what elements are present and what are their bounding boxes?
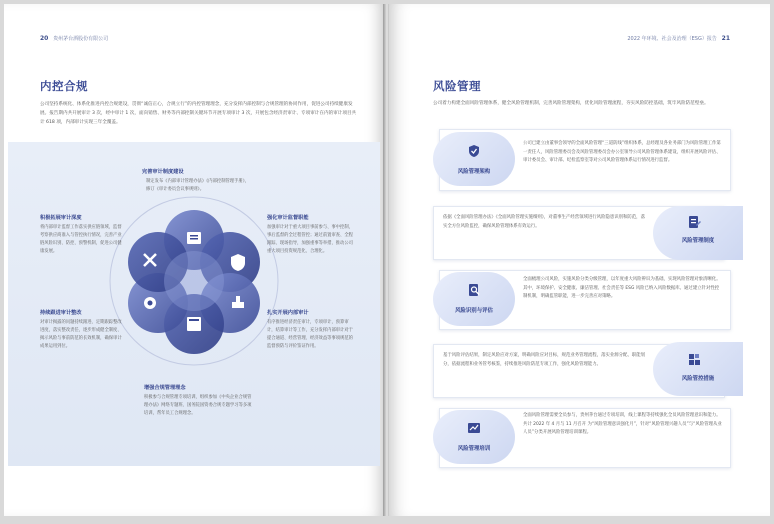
risk-item-pill xyxy=(653,342,743,396)
block-text: 有序推进经济责任审计，专项审计，预算审计，结算审计等工作，充分发挥内部审计对于提合通道、经营管理、经济效益等事项规范的监督预防与评价鉴证作用。 xyxy=(267,320,353,349)
block-title: 持续跟进审计整改 xyxy=(40,310,82,316)
block-text: 积极参与合规管理专项培训，组织参加《中央企业合规管理办法》网络专题班、国务院国资委合规专题学习等多项培训，帮年员工合规理念。 xyxy=(144,395,252,416)
right-intro-paragraph: 公司着力构建全面风险管理体系，健全风险管理机制，完善风险管理架构，优化风险管理流程，夯实风险防控基础，筑牢风险防范壁垒。 xyxy=(433,101,709,106)
block-text: 对审计揭露的问题持续跟进、定期跟踪整改进度，落实整改责任，逐步形成健全制度、揭示风险与事前防范的长效机制，确保审计成果运用到位。 xyxy=(40,320,122,349)
shield-check-icon xyxy=(467,144,481,158)
search-doc-icon xyxy=(467,283,481,297)
risk-item-label: 风险管理制度 xyxy=(681,238,715,244)
block-conduct-internal-audit xyxy=(267,309,355,351)
block-text: 制定发布《内部审计管理办法》《内部控制管理手册》，修订《审计委员会议事规则》。 xyxy=(146,179,250,192)
risk-item-pill xyxy=(433,132,515,186)
left-running-head xyxy=(40,35,108,42)
risk-item-label: 风险管理培训 xyxy=(457,446,491,452)
book-spread xyxy=(4,4,770,520)
block-title: 完善审计制度建设 xyxy=(142,169,184,175)
risk-item-label: 风险管理架构 xyxy=(457,169,491,175)
left-intro-paragraph: 公司坚持系统化、体系化推进内控合规建设，贯彻“诚信正心，合规立行”的内控管理理念，充分发挥内部控制与合规管理的协同作用，促进公司持续健康发展。报告期内共开展审计 3 次，经中审计 1 次，面向销售、财务等内部控制关键环节开展专项审计 3 次，开展包含经济责审计、专项审计在内的审计项目共计 618 项，内部审计实现三年全覆盖。 xyxy=(40,102,357,125)
block-title: 积极拓展审计深度 xyxy=(40,215,82,221)
block-compliance-concept xyxy=(144,384,254,418)
left-running-title: 贵州茅台酒股份有限公司 xyxy=(53,36,109,42)
left-section-title: 内控合规 xyxy=(40,79,88,93)
risk-item-label: 风险识别与评估 xyxy=(455,308,493,314)
block-text: 加强审计对于重大项目事前参与、事中控制，事后监督的全过程管控；通过前置审查、全程跟踪、现场指导，加强重事等举措，推动公司重大项目投资规范化、合理化。 xyxy=(267,225,353,254)
left-page-number: 20 xyxy=(40,35,49,42)
risk-item-text: 基于风险评估结果，制定风险应对方案，明确风险应对目标，规范业务管理流程，落实业源分配、职能划分，依据流程和业务管考核鉴，持续推进风险防范专项工作，强化风险管理能力。 xyxy=(443,353,645,367)
blocks-icon xyxy=(687,352,701,366)
risk-item-pill xyxy=(433,410,515,464)
block-improve-audit-system xyxy=(142,168,250,194)
risk-item-pill xyxy=(433,272,515,326)
risk-item-text: 公司已建立由董事会领导的全面风险管理“三道防线”组织体系，总经理及各业务部门为风险管理工作第一责任人，风险管理委员会及风险管理委员会办公室领导公司风险管理体系建设，组织开展风险评估、审计委员会、审计部、纪检监察室等对公司风险管理体系运行情况进行监督。 xyxy=(523,141,721,163)
audit-circle-cluster xyxy=(104,190,284,372)
block-expand-audit-depth xyxy=(40,214,124,256)
left-page xyxy=(4,4,385,516)
block-title: 增强合规管理理念 xyxy=(144,385,186,391)
right-page xyxy=(389,4,770,516)
right-running-title: 2022 年环境、社会及治理（ESG）报告 xyxy=(627,36,717,42)
chart-line-icon xyxy=(467,421,481,435)
risk-item-text: 全面梳理公司风险，实施风险分类分级管理，以年度重大风险辨识为基础，实现风险管理对象清晰化。其中，环境保护、安全健康、廉洁管理、社会责任等 ESG 风险已纳入风险数据库。通过建立针对性控制机制，明确监管职能，进一步完善应对策略。 xyxy=(523,277,721,299)
block-text: 将内部审计监督工作落实供应链领域，监督考察供应商准入与管控执行情况，完善产业链风险识别、防控、预警机制，促进公司健康发展。 xyxy=(40,225,122,254)
risk-item-text: 全面风险管理需要全员参与，贵州茅台通过专项培训，线上课程等持续强化全员风险管理意识和能力。共计 2022 年 4 月与 11 月召开 为“风险管理意识强化月”，针对“风险管理兴趣人员”与“风险管理从业人员”分类开展风险管理培训课程。 xyxy=(523,413,722,435)
risk-item-pill xyxy=(653,206,743,260)
block-title: 扎实开展内部审计 xyxy=(267,310,309,316)
right-section-title: 风险管理 xyxy=(433,79,481,93)
right-page-number: 21 xyxy=(721,35,730,42)
right-running-head xyxy=(627,35,730,42)
risk-item-label: 风险管控措施 xyxy=(681,376,715,382)
block-strengthen-audit-supervision xyxy=(267,214,355,256)
block-follow-up-rectification xyxy=(40,309,124,351)
risk-item-text: 依据《全面风险管理办法》《全面风险管理实施细则》，对董事生产经营领域进行风险隐患识别和防范，落实全方位风险监控，确保风险管理体系有效运行。 xyxy=(443,215,645,229)
document-edit-icon xyxy=(687,215,701,229)
block-title: 强化审计监督职能 xyxy=(267,215,309,221)
